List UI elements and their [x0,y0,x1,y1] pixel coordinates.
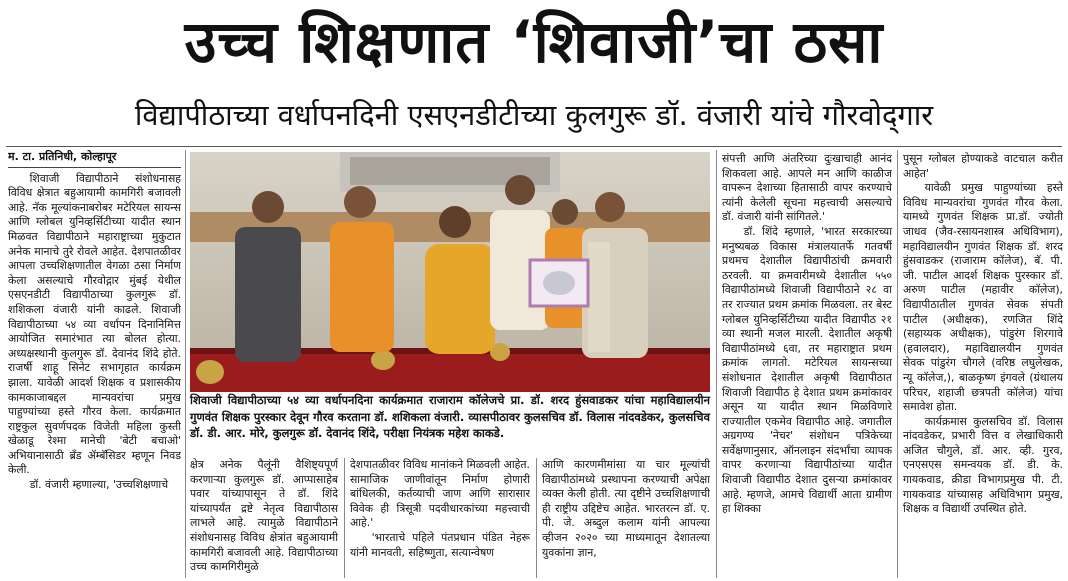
divider [6,146,1062,147]
paragraph: देशपातळीवर विविध मानांकने मिळवली आहेत. सामाजिक जाणीवांतून निर्माण होणारी बांधिलकी, कर्तव्याची जाण आणि सारासार विवेक ही त्रिसूत्री पदवीधारकांच्या महत्त्वाची आहे.' [350,458,530,530]
column-divider [716,150,717,578]
article-column-5 [903,152,1063,578]
column-divider [536,458,537,578]
subheadline: विद्यापीठाच्या वर्धापनदिनी एसएनडीटीच्या कुलगुरू डॉ. वंजारी यांचे गौरवोद्‌गार [134,98,934,132]
headline: उच्च शिक्षणात ‘शिवाजी’चा ठसा [184,8,884,76]
article-column-3 [350,458,530,578]
award-ceremony-illustration [190,152,710,392]
article-column-4a [542,458,710,578]
paragraph: आणि कारणमीमांसा या चार मूल्यांची विद्यापीठांमध्ये प्रस्थापना करण्याची अपेक्षा व्यक्त केली होती. त्या दृष्टीने उच्चशिक्षणाची ही राष्ट्रीय उद्दिष्टेच आहेत. भारतरत्न डॉ. ए. पी. जे. अब्दुल कलाम यांनी आपल्या व्हीजन २०२० च्या माध्यमातून देशातल्या युवकांना ज्ञान, [542,458,710,559]
column-divider [185,150,186,578]
paragraph: संपत्ती आणि अंतरिच्या दुःखाचाही आनंद शिकवला आहे. आपले मन आणि काळीज वापरून देशाच्या हितासाठी वापर करण्याचे त्यांनी केलेली सूचना महत्त्वाची असल्याचे डॉ. वंजारी यांनी सांगितले.' [722,152,892,224]
paragraph: शिवाजी विद्यापीठाने संशोधनासह विविध क्षेत्रात बहुआयामी कामगिरी बजावली आहे. नॅक मूल्यांकनाबरोबर मटेरियल सायन्स आणि ग्लोबल युनिव्हर्सिटीच्या यादीत स्थान मिळवत विद्यापीठाने महाराष्ट्राच्या मुकुटात अनेक मानाचे तुरे रोवले आहेत. देशपातळीवर आपला उच्चशिक्षणातील वेगळा ठसा निर्माण केला असल्याचे गौरवोद्गार मुंबई येथील एसएनडीटी विद्यापीठाच्या कुलगुरू डॉ. शशिकला वंजारी यांनी काढले. शिवाजी विद्यापीठाच्या ५४ व्या वर्धापन दिनानिमित्त आयोजित समारंभात त्या बोलत होत्या. अध्यक्षस्थानी कुलगुरू डॉ. देवानंद शिंदे होते. राजर्षी शाहू सिनेट सभागृहात कार्यक्रम झाला. यावेळी आदर्श शिक्षक व प्रशासकीय कामकाजाबद्दल मान्यवरांचा प्रमुख पाहुण्यांच्या हस्ते गौरव केला. कार्यक्रमात राष्ट्रकुल सुवर्णपदक विजेती महिला कुस्ती खेळाडू रेश्मा मानेची 'बेटी बचाओ' अभियानासाठी ब्रँड ॲम्बॅसिडर म्हणून निवड केली. [8,171,181,477]
paragraph: 'भारताचे पहिले पंतप्रधान पंडित नेहरू यांनी मानवती, सहिष्णुता, सत्यान्वेषण [350,530,530,559]
paragraph: क्षेत्र अनेक पैलूंनी वैशिष्ट्यपूर्ण करणाऱ्या कुलगुरू डॉ. आप्पासाहेब पवार यांच्यापासून ते डॉ. शिंदे यांच्यापर्यंत द्रष्टे नेतृत्व विद्यापीठास लाभले आहे. त्यामुळे विद्यापीठाने संशोधनासह विविध क्षेत्रांत बहुआयामी कामगिरी बजावली आहे. विद्यापीठाच्या उच्च कामगिरीमुळे [190,458,338,574]
byline: म. टा. प्रतिनिधी, कोल्हापूर [8,150,181,168]
paragraph: डॉ. शिंदे म्हणाले, 'भारत सरकारच्या मनुष्यबळ विकास मंत्रालयातर्फे गतवर्षी प्रथमच देशातील विद्यापीठांची क्रमवारी ठरवली. या क्रमवारीमध्ये देशातील ५५० विद्यापीठांमध्ये शिवाजी विद्यापीठाने २८ वा तर राज्यात प्रथम क्रमांक मिळवला. तर बेस्ट ग्लोबल युनिव्हर्सिटीच्या यादीत विद्यापीठ २१ व्या स्थानी मजल मारली. देशातील अकृषी विद्यापीठांमध्ये ६वा, तर महाराष्ट्रात प्रथम क्रमांक लागतो. मटेरियल सायन्सच्या संशोधनात देशातील अकृषी विद्यापीठात शिवाजी विद्यापीठ हे देशात प्रथम क्रमांकावर असून या यादीत स्थान मिळविणारे राज्यातील एकमेव विद्यापीठ आहे. जगातील अग्रगण्य 'नेचर' संशोधन पत्रिकेच्या सर्वेक्षणानुसार, ऑनलाइन संदर्भांचा व्यापक वापर करणाऱ्या विद्यापीठांच्या यादीत शिवाजी विद्यापीठ देशात दुसऱ्या क्रमांकावर आहे. म्हणजे, आमचे विद्यार्थी आता ग्रामीण हा शिक्का [722,224,892,516]
paragraph: कार्यक्रमास कुलसचिव डॉ. विलास नांदवडेकर, प्रभारी वित्त व लेखाधिकारी अजित चौगुले, डॉ. आर. व्ही. गुरव, एनएसएस समन्वयक डॉ. डी. के. गायकवाड, क्रीडा विभागप्रमुख पी. टी. गायकवाड यांच्यासह अधिविभाग प्रमुख, शिक्षक व विद्यार्थी उपस्थित होते. [903,414,1063,516]
paragraph: पुसून ग्लोबल होण्याकडे वाटचाल करीत आहेत' [903,152,1063,180]
event-photo [190,152,710,392]
paragraph: डॉ. वंजारी म्हणाल्या, 'उच्चशिक्षणाचे [29,478,169,492]
column-divider [344,458,345,578]
article-column-4 [722,152,892,578]
photo-caption: शिवाजी विद्यापीठाच्या ५४ व्या वर्धापनदिना कार्यक्रमात राजाराम कॉलेजचे प्रा. डॉ. शरद हुंसवाडकर यांचा महाविद्यालयीन गुणवंत शिक्षक पुरस्कार देवून गौरव करताना डॉ. शशिकला वंजारी. व्यासपीठावर कुलसचिव डॉ. विलास नांदवडेकर, कुलसचिव डॉ. डी. आर. मोरे, कुलगुरू डॉ. देवानंद शिंदे, परीक्षा नियंत्रक महेश काकडे. [190,393,710,440]
paragraph: यावेळी प्रमुख पाहुण्यांच्या हस्ते विविध मान्यवरांचा गुणवंत गौरव केला. यामध्ये गुणवंत शिक्षक प्रा.डॉ. ज्योती जाधव (जैव-रसायनशास्त्र अधिविभाग), महाविद्यालयीन गुणवंत शिक्षक डॉ. शरद हुंसवाडकर (राजाराम कॉलेज), बॅ. पी. जी. पाटील आदर्श शिक्षक पुरस्कार डॉ. अरुण पाटील (महावीर कॉलेज), विद्यापीठातील गुणवंत सेवक संपती पाटील (अधीक्षक), रणजित शिंदे (सहाय्यक अधीक्षक), पांडुरंग शिरगावे (हवालदार), महाविद्यालयीन गुणवंत सेवक पांडुरंग चौगले (वरिष्ठ लघुलेखक, न्यू कॉलेज,), बाळकृष्ण इंगवले (ग्रंथालय परिचर, शहाजी छत्रपती कॉलेज) यांचा समावेश होता. [903,181,1063,414]
article-column-2 [190,458,338,578]
article-column-1 [8,150,181,578]
column-divider [897,150,898,578]
